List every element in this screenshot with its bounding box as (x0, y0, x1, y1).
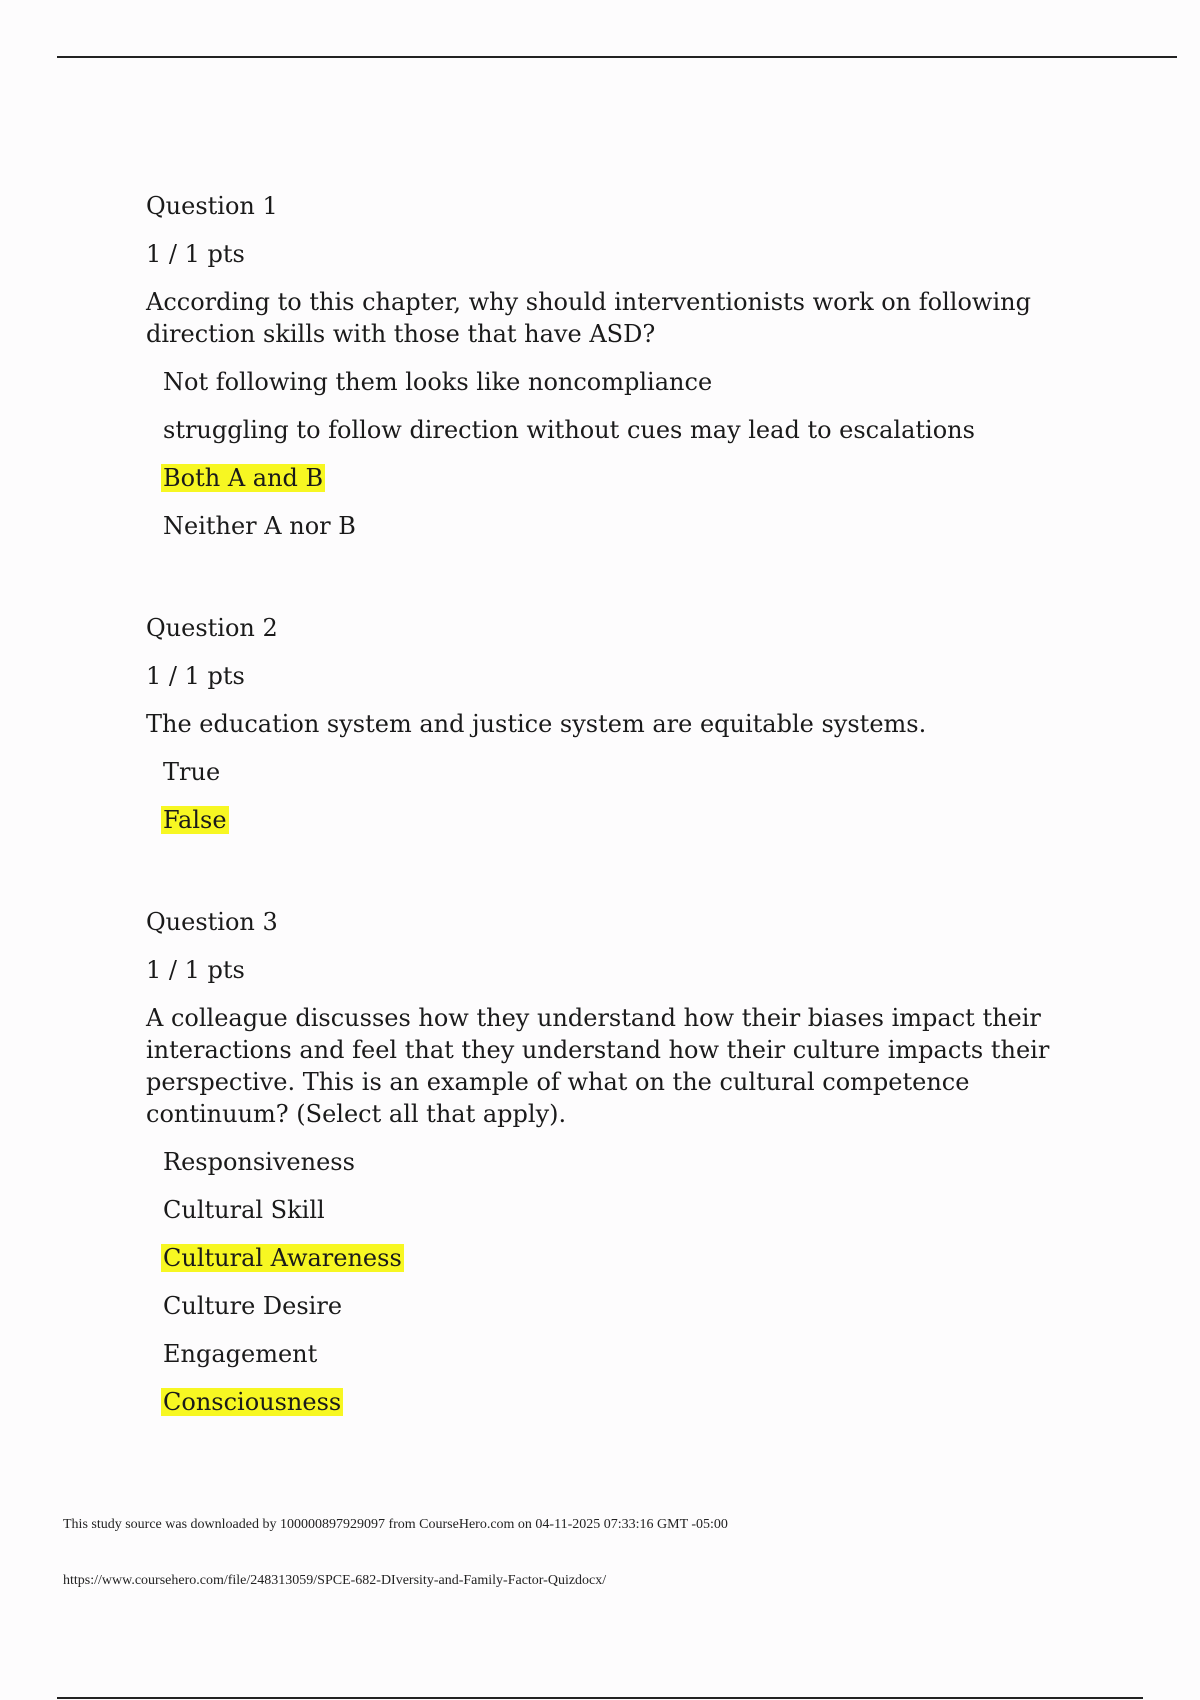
answer-option-label: Culture Desire (163, 1292, 343, 1320)
question-points: 1 / 1 pts (146, 956, 245, 984)
answer-option-label: True (163, 758, 221, 786)
source-url[interactable]: https://www.coursehero.com/file/248313059/SPCE-682-DIversity-and-Family-Factor-Quizdocx/ (63, 1573, 607, 1588)
answer-option-label: Cultural Awareness (163, 1244, 402, 1272)
quiz-content (146, 190, 1076, 1468)
answer-option (161, 366, 1076, 398)
answer-option (161, 1338, 1076, 1370)
answer-option-label: Not following them looks like noncompliance (163, 368, 713, 396)
question-text: The education system and justice system are equitable systems. (146, 710, 927, 738)
answer-option-label: Responsiveness (163, 1148, 355, 1176)
answer-option-label: Engagement (163, 1340, 318, 1368)
question-3 (146, 906, 1076, 1418)
answer-options (146, 1146, 1076, 1418)
answer-option (161, 414, 1076, 446)
question-1 (146, 190, 1076, 542)
question-points: 1 / 1 pts (146, 240, 245, 268)
answer-option-selected (161, 462, 1076, 494)
question-text: A colleague discusses how they understand how their biases impact their interactions and feel that they understand how their culture impacts their perspective. This is an example of what on the cultural competence continuum? (Select all that apply). (146, 1004, 1050, 1128)
answer-option-selected (161, 804, 1076, 836)
answer-option-selected (161, 1386, 1076, 1418)
question-title: Question 3 (146, 908, 278, 936)
answer-option-label: Cultural Skill (163, 1196, 325, 1224)
answer-options (146, 366, 1076, 542)
question-title: Question 2 (146, 614, 278, 642)
question-text: According to this chapter, why should interventionists work on following direction skills with those that have ASD? (146, 288, 1031, 348)
answer-option-label: Consciousness (163, 1388, 342, 1416)
answer-option-selected (161, 1242, 1076, 1274)
answer-option-label: False (163, 806, 227, 834)
answer-option (161, 1290, 1076, 1322)
header-rule (57, 56, 1177, 58)
answer-option-label: Both A and B (163, 464, 324, 492)
answer-option (161, 510, 1076, 542)
answer-option (161, 756, 1076, 788)
footer-rule (57, 1697, 1143, 1699)
answer-option-label: Neither A nor B (163, 512, 356, 540)
download-source-note: This study source was downloaded by 100000897929097 from CourseHero.com on 04-11-2025 07:33:16 GMT -05:00 (63, 1517, 728, 1532)
question-title: Question 1 (146, 192, 278, 220)
answer-option-label: struggling to follow direction without cues may lead to escalations (163, 416, 975, 444)
question-points: 1 / 1 pts (146, 662, 245, 690)
answer-option (161, 1146, 1076, 1178)
answer-options (146, 756, 1076, 836)
answer-option (161, 1194, 1076, 1226)
question-2 (146, 612, 1076, 836)
